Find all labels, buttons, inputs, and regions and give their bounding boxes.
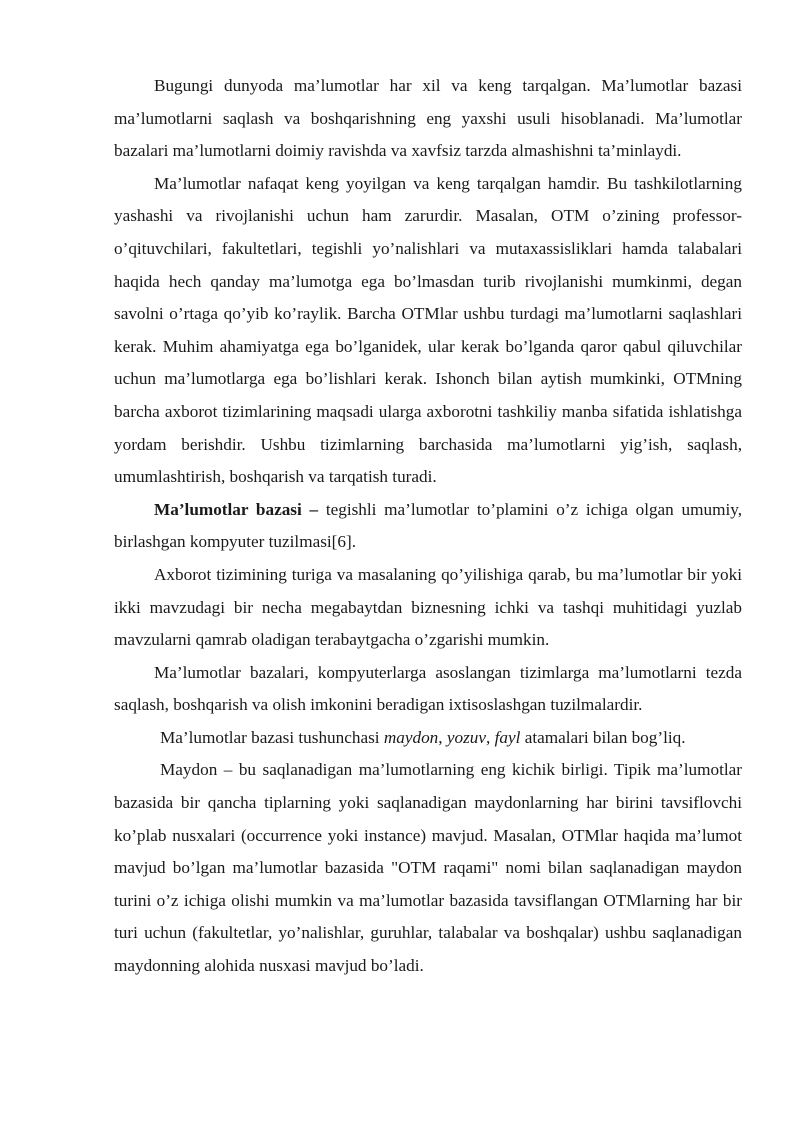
term-yozuv: yozuv — [446, 727, 487, 747]
paragraph-structures: Ma’lumotlar bazalari, kompyuterlarga asoslangan tizimlarga ma’lumotlarni tezda saqlash, boshqarish va olish imkonini beradigan ixtisoslashgan tuzilmalardir. — [114, 662, 742, 715]
concepts-sep-1: , — [438, 727, 447, 747]
paragraph-importance: Ma’lumotlar nafaqat keng yoyilgan va keng tarqalgan hamdir. Bu tashkilotlarning yashashi va rivojlanishi uchun ham zarurdir. Masalan, OTM o’zining professor-o’qituvchilari, fakultetlari, tegishli yo’nalishlari va mutaxassisliklari hamda talabalari haqida hech qanday ma’lumotga ega bo’lmasdan turib rivojlanishi mumkinmi, degan savolni o’rtaga qo’yib ko’raylik. Barcha OTMlar ushbu turdagi ma’lumotlarni saqlashlari kerak. Muhim ahamiyatga ega bo’lganidek, ular kerak bo’lganda qaror qabul qiluvchilar uchun ma’lumotlarga ega bo’lishlari kerak. Ishonch bilan aytish mumkinki, OTMning barcha axborot tizimlarining maqsadi ularga axborotni tashkiliy manba sifatida ishlatishga yordam berishdir. Ushbu tizimlarning barchasida ma’lumotlarni yig’ish, saqlash, umumlashtirish, boshqarish va tarqatish turadi. — [114, 173, 742, 487]
concepts-lead: Ma’lumotlar bazasi tushunchasi — [160, 727, 384, 747]
paragraph-definition — [114, 494, 742, 559]
definition-text: tegishli ma’lumotlar to’plamini o’z ichiga olgan umumiy, birlashgan kompyuter tuzilmasi[6]. — [114, 499, 742, 552]
paragraph-size: Axborot tizimining turiga va masalaning qo’yilishiga qarab, bu ma’lumotlar bir yoki ikki mavzudagi bir necha megabaytdan biznesning ichki va tashqi muhitidagi yuzlab mavzularni qamrab oladigan terabaytgacha o’zgarishi mumkin. — [114, 564, 742, 650]
term-fayl: fayl — [494, 727, 521, 747]
concepts-tail: atamalari bilan bog’liq. — [520, 727, 686, 747]
concepts-sep-2: , — [486, 727, 495, 747]
definition-term: Ma’lumotlar bazasi – — [154, 499, 319, 519]
term-maydon: maydon — [383, 727, 439, 747]
paragraph-field-definition: Maydon – bu saqlanadigan ma’lumotlarning eng kichik birligi. Tipik ma’lumotlar bazasida bir qancha tiplarning yoki saqlanadigan maydonlarning har birini tavsiflovchi ko’plab nusxalari (occurrence yoki instance) mavjud. Masalan, OTMlar haqida ma’lumot mavjud bo’lgan ma’lumotlar bazasida "OTM raqami" nomi bilan saqlanadigan maydon turini o’z ichiga olishi mumkin va ma’lumotlar bazasida tavsiflangan OTMlarning har bir turi uchun (fakultetlar, yo’nalishlar, guruhlar, talabalar va boshqalar) ushbu saqlanadigan maydonning alohida nusxasi mavjud bo’ladi. — [114, 760, 742, 976]
document-body — [114, 70, 742, 983]
paragraph-intro: Bugungi dunyoda ma’lumotlar har xil va keng tarqalgan. Ma’lumotlar bazasi ma’lumotlarni saqlash va boshqarishning eng yaxshi usuli hisoblanadi. Ma’lumotlar bazalari ma’lumotlarni doimiy ravishda va xavfsiz tarzda almashishni ta’minlaydi. — [114, 76, 742, 161]
paragraph-concepts — [114, 722, 742, 755]
